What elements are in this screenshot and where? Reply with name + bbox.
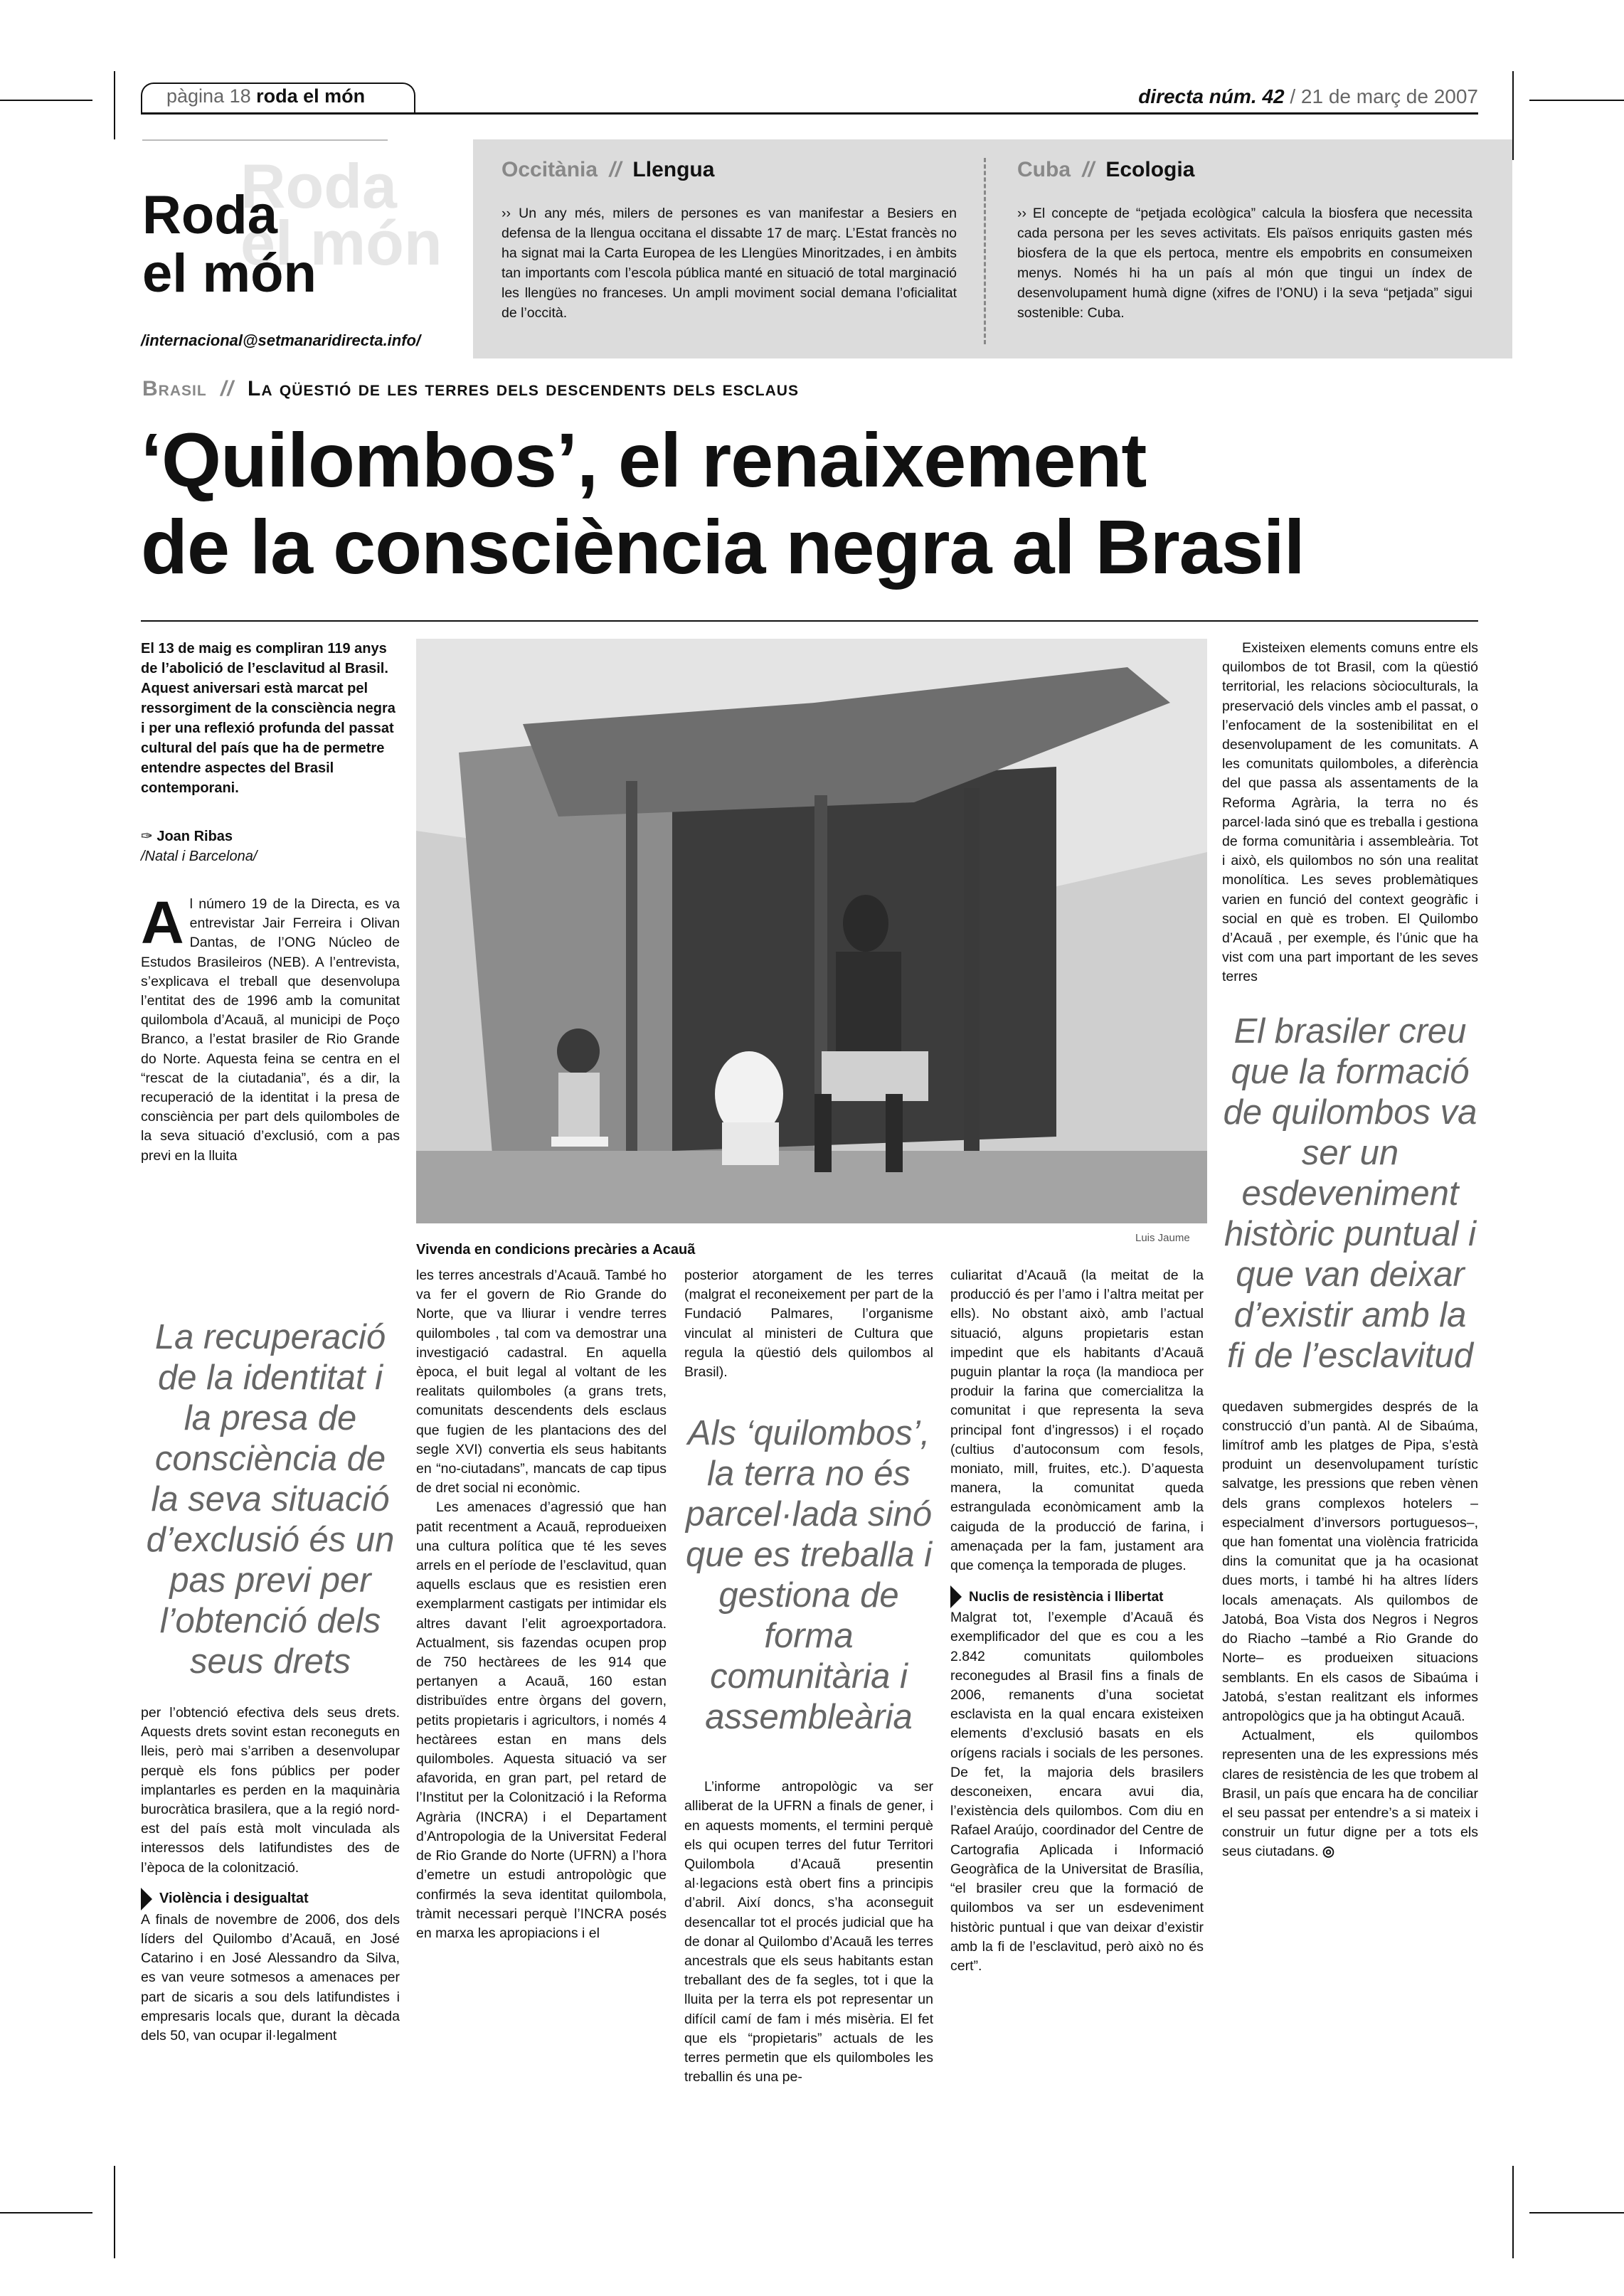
section-title-line2: el món	[142, 243, 317, 304]
col2	[416, 1266, 667, 1943]
kicker-place: Brasil	[142, 377, 207, 400]
col2-p1: les terres ancestrals d’Acauã. També ho va fer el govern de Rio Grande do Norte, que va lliurar i vendre terres quilomboles , tal com va demostrar una investigació cadastral. En aquella època, el buit legal al voltant de les realitats quilomboles (a grans trets, comunitats descendents dels esclaus que fugien de les plantacions des del segle XVI) convertia els seus habitants en “no-ciutadans”, mancats de cap tipus de dret social ni econòmic.	[416, 1267, 667, 1497]
kicker-text: La qüestió de les terres dels descendents dels esclaus	[248, 377, 799, 400]
col4-top: culiaritat d’Acauã (la meitat de la producció és per l’amo i l’altra meitat per ells). No obstant això, amb l’actual situació, alguns propietaris estan impedint que els habitants d’Acauã puguin plantar la roça (la mandioca per produir la farina que comercialitza la comunitat i que representa la seva principal font d’ingressos) i el roçado (cultius d’autoconsum com fesols, moniato, mill, fruites, etc.). D’aquesta manera, la comunitat queda estrangulada econòmicament amb la caiguda de la producció de farina, i amenaçada per la fam, justament ara que comença la temporada de pluges.	[950, 1267, 1204, 1574]
photo-credit: Luis Jaume	[1135, 1232, 1190, 1244]
col4-after-sub: Malgrat tot, l’exemple d’Acauã és exemplificador del que es cou a les 2.842 comunitats quilomboles reconegudes al Brasil fins a finals de 2006, remanents d’una societat esclavista en la qual encara existeixen elements d’exclusió basats en els orígens racials i socials de les persones. De fet, la majoria dels brasilers desconeixen, encara avui dia, l’existència dels quilombos. Com diu en Rafael Araújo, coordinador del Centre de Cartografia Aplicada i Informació Geogràfica de la Universitat de Brasília, “el brasiler creu que la formació de quilombos va ser un esdeveniment històric puntual i que van deixar d’existir amb la fi de l’esclavitud, però això no és cert”.	[950, 1610, 1204, 1974]
col1-top	[141, 889, 400, 1166]
kicker-sep: //	[221, 377, 234, 400]
pull-quote-2: Als ‘quilombos’, la terra no és parcel·lada sinó que es treballa i gestiona de forma comunitària i assembleària	[686, 1414, 932, 1737]
col3-bottom: L’informe antropològic va ser alliberat de la UFRN a finals de gener, i en aquests moments, el termini perquè els qui ocupen terres del futur Territori Quilombola d’Acauã presentin al·legacions està obert fins a principis d’abril. Així doncs, s’ha aconseguit desencallar tot el procés judicial que ha de donar al Quilombo d’Acauã les terres ancestrals que els seus habitants estan treballant des de fa segles, tot i que la lluita per la terra els pot representar un difícil camí de fam i més misèria. El fet que els “propietaris” actuals de les terres permetin que els quilomboles les treballin és una pe-	[684, 1779, 933, 2085]
col3-top: posterior atorgament de les terres (malgrat el reconeixement per part de la Fundació Palmares, l’organisme vinculat al ministeri de Cultura que regula la qüestió dels quilombos al Brasil).	[684, 1267, 933, 1381]
subhead-2: Nuclis de resistència i llibertat	[969, 1589, 1164, 1605]
article-kicker	[142, 377, 799, 401]
section-title-shadow: Roda el món	[240, 151, 442, 278]
col2-p2: Les amenaces d’agressió que han patit recentment a Acauã, reprodueixen una cultura política que té les seves arrels en el període de l’esclavitud, quan aquells esclaus que es resistien eren exemplarment castigats per intimidar els altres davant l’elit agroexportadora. Actualment, sis fazendas ocupen prop de 750 hectàrees de les 914 que pertanyen a Acauã, 160 estan distribuïdes entre òrgans del govern, petits propietaris i agricultors, i només 4 hectàrees estan en mans dels quilomboles. Aquesta situació va ser afavorida, en gran part, pel retard de l’Institut per la Colonització i la Reforma Agrària (INCRA) i el Departament d’Antropologia de la Universitat Federal de Rio Grande do Norte (UFRN) a l’hora d’emetre un estudi antropològic que confirmés la seva identitat quilombola, tràmit necessari perquè l’INCRA posés en marxa les apropiacions i el	[416, 1499, 667, 1941]
col5-top: Existeixen elements comuns entre els quilombos de tot Brasil, com la qüestió territorial, les relacions sòcioculturals, la preservació dels vincles amb el passat, o l’enfocament de la sostenibilitat en el desenvolupament de les comunitats. A les comunitats quilomboles, a diferència del que passa als assentaments de la Reforma Agrària, la terra no és parcel·lada sinó que es treballa i gestiona de forma comunitària i assembleària. Tot i això, els quilombos no són una realitat monolítica. Les seves problemàtiques varien en funció del context geogràfic i social en què es troben. El Quilombo d’Acauã , per exemple, és l’únic que ha vist com una part important de les seves terres	[1222, 640, 1478, 985]
section-title	[142, 186, 317, 303]
end-mark-icon: ◎	[1322, 1844, 1334, 1860]
photo-caption: Vivenda en condicions precàries a Acauã	[416, 1242, 696, 1258]
byline-icon: ✑	[141, 829, 153, 844]
col4	[950, 1266, 1204, 1976]
col1-top-text: l número 19 de la Directa, es va entrevistar Jair Ferreira i Olivan Dantas, de l’ONG Núcleo de Estudos Brasileiros (NEB). A l’entrevista, s’explicava el treball que desenvolupa l’entitat des de 1996 amb la comunitat quilombola d’Acauã, al municipi de Poço Branco, a l’estat brasiler de Rio Grande do Norte. Aquesta feina se centra en el “rescat de la ciutadania”, és a dir, la recuperació de la identitat i la presa de consciència per part dels quilomboles de la seva situació d’exclusió, com a pas previ en la lluita	[141, 896, 400, 1164]
section-title-line1: Roda	[142, 185, 277, 245]
headline-line2: de la consciència negra al Brasil	[141, 504, 1305, 590]
byline-author: Joan Ribas	[156, 829, 233, 844]
crop-mark	[1512, 2166, 1514, 2258]
brief-place: Cuba	[1017, 158, 1071, 181]
col1-bottom: per l’obtenció efectiva dels seus drets. Aquests drets sovint estan reconeguts en lleis, però mai s’arriben a desenvolupar perquè els fons públics per poder implantarles es perden en la maquinària burocràtica brasilera, que a la regió nord-est del país està molt vinculada als interessos dels latifundistes des de l’època de la colonització.	[141, 1705, 400, 1876]
lead-column	[141, 639, 400, 1166]
headline-line1: ‘Quilombos’, el renaixement	[141, 417, 1147, 503]
brief-cuba	[1017, 158, 1472, 323]
brief-place: Occitània	[501, 158, 598, 181]
col1-lower	[141, 1317, 400, 2046]
crop-mark	[1512, 71, 1514, 160]
headline	[141, 417, 1305, 590]
byline-location: /Natal i Barcelona/	[141, 849, 258, 864]
section-box-topline	[142, 139, 388, 141]
brief-sep: //	[609, 158, 622, 181]
crop-mark	[0, 100, 92, 101]
col1-after-sub: A finals de novembre de 2006, dos dels líders del Quilombo d’Acauã, en José Catarino i en José Alessandro da Silva, es van veure sotmesos a amenaces per part de sicaris a sou dels latifundistes i empresaris locals que, durant la dècada dels 50, van ocupar il·legalment	[141, 1911, 400, 2044]
brief-body: ›› El concepte de “petjada ecològica” calcula la biosfera que necessita cada persona per les seves activitats. Els països enriquits gasten més biosfera de la que els pertoca, mentre els empobrits en consumeixen menys. Només hi ha un país al món que tingui un índex de desenvolupament humà digne (xifres de l’ONU) i la seva “petjada” sigui sostenible: Cuba.	[1017, 206, 1472, 321]
issue-date: / 21 de març de 2007	[1290, 85, 1478, 107]
page-header	[141, 83, 1478, 115]
subhead-marker-icon	[950, 1585, 962, 1608]
pull-quote-3: El brasiler creu que la formació de quilombos va ser un esdeveniment històric puntual i que van deixar d’existir amb la fi de l’esclavitud	[1223, 1011, 1477, 1375]
section-email[interactable]: /internacional@setmanaridirecta.info/	[141, 331, 421, 349]
page-section: roda el món	[256, 85, 366, 107]
header-rule	[141, 112, 1478, 115]
article-photo	[416, 639, 1207, 1223]
issue-number: directa núm. 42	[1138, 85, 1285, 107]
crop-mark	[1529, 2212, 1624, 2213]
brief-body: ›› Un any més, milers de persones es van manifestar a Besiers en defensa de la llengua occitana el dissabte 17 de març. L’Estat francès no ha signat mai la Carta Europea de les Llengües Minoritzades, i en àmbits tan importants com l’escola pública manté en situació de total marginació les llengües no franceses. Un ampli moviment social demana l’oficialitat de l’occità.	[501, 206, 957, 321]
col3	[684, 1266, 933, 2087]
dropcap: A	[141, 889, 184, 956]
article-lead: El 13 de maig es compliran 119 anys de l’abolició de l’esclavitud al Brasil. Aquest aniversari està marcat pel ressorgiment de la consciència negra i per una reflexió profunda del passat cultural del país que ha de permetre entendre aspectes del Brasil contemporani.	[141, 641, 396, 796]
crop-mark	[0, 2212, 92, 2213]
pull-quote-1: La recuperació de la identitat i la presa de consciència de la seva situació d’exclusió és un pas previ per l’obtenció dels seus drets	[146, 1318, 395, 1681]
brief-occitania	[501, 158, 957, 323]
page-number: pàgina 18	[166, 85, 251, 107]
brief-topic: Llengua	[632, 158, 715, 181]
subhead-1: Violència i desigualtat	[159, 1891, 309, 1907]
brief-divider	[984, 158, 986, 344]
headline-rule	[141, 620, 1478, 622]
col5-bottom-p1: quedaven submergides després de la construcció d’un pantà. Al de Sibaúma, limítrof amb les platges de Pipa, s’està produint un desenvolupament turístic salvatge, les pressions que reben vènen dels grans complexos hotelers –especialment d’inversors portuguesos–, que han fomentat una violència fratricida dins la comunitat que ja ha ocasionat dues morts, i també hi ha altres líders locals amenaçats. Als quilombos de Jatobá, Boa Vista dos Negros i Negros do Riacho –també a Rio Grande do Norte– es produeixen situacions semblants. En els casos de Sibaúma i Jatobá, s’estan realitzant els informes antropològics que ja ha obtingut Acauã.	[1222, 1398, 1478, 1724]
col5-bottom-p2: Actualment, els quilombos representen una de les expressions més clares de resistència de les que trobem al Brasil, un país que encara ha de conciliar el seu passat per entendre’s a si mateix i construir un futur digne per a tots els seus ciutadans.	[1222, 1728, 1478, 1860]
photo-illustration	[416, 639, 1207, 1223]
col5	[1222, 639, 1478, 1862]
crop-mark	[114, 2166, 115, 2258]
crop-mark	[1529, 100, 1624, 101]
brief-sep: //	[1082, 158, 1095, 181]
subhead-marker-icon	[141, 1888, 152, 1910]
brief-topic: Ecologia	[1105, 158, 1195, 181]
